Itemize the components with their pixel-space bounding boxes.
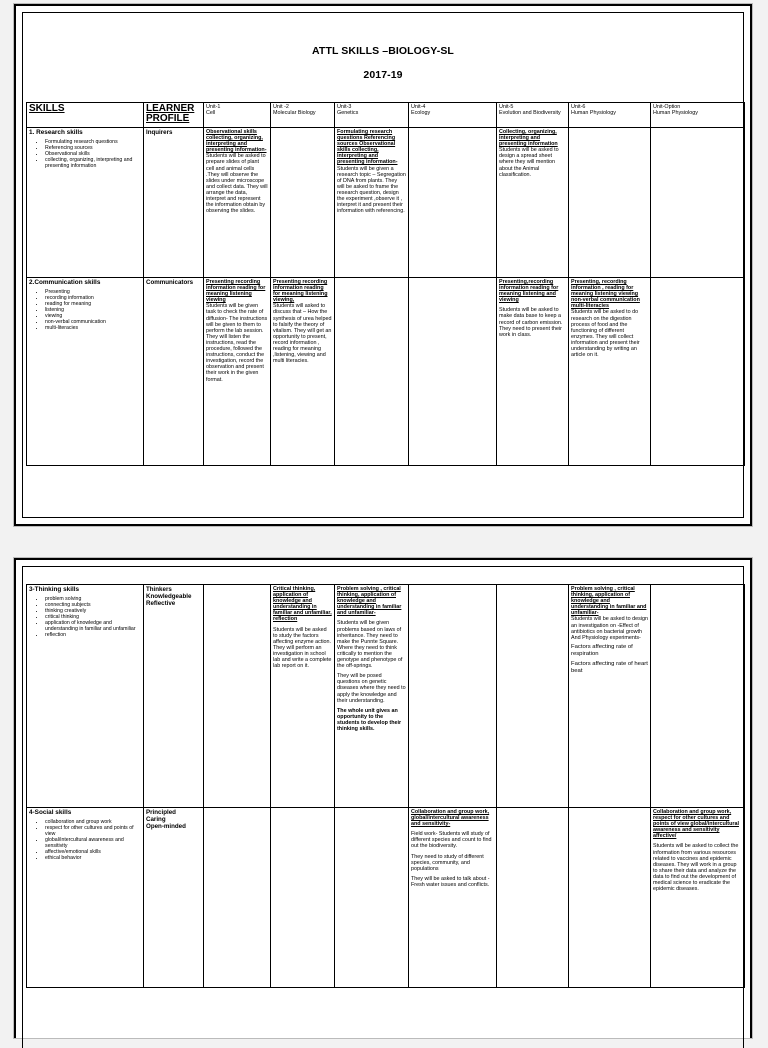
row-research-skills <box>27 128 745 278</box>
list-item: • global/intercultural awareness and sensitivity <box>45 838 141 850</box>
header-unit-5: Unit-5 Evolution and Biodiversity <box>497 103 569 128</box>
list-item: • critical thinking <box>45 615 141 621</box>
skill-cell: 3-Thinking skills • problem solving • connecting subjects • thinking creatively • critical thinking • application of knowledge and understanding in familiar and unfamiliar • reflection <box>27 585 144 808</box>
unit-option-cell: Collaboration and group work, respect for other cultures and points of view global/intercultural awareness and sensitivity affective/ Students will be asked to collect the information from various resources related to vaccines and epidemic diseases. They will work in a group to share their data and analyze the data to find out the development of medical science to eradicate the epidemic diseases. <box>651 808 745 988</box>
list-item: • recording information <box>45 296 141 302</box>
list-item: • Formulating research questions <box>45 140 141 146</box>
list-item: • connecting subjects <box>45 603 141 609</box>
unit-1-cell: Observational skills collecting, organizing, interpreting and presenting information-Students will be asked to prepare slides of plant cell and animal cells .They will observe the slides under microscope and collect data. They will arrange the data, interpret and represent the information obtain by observing the slides. <box>204 128 271 278</box>
header-unit-1: Unit-1 Cell <box>204 103 271 128</box>
unit-3-cell: Formulating research questions Referencing sources Observational skills collecting, interpreting and presenting information-Students will be given a research topic – Segregation of DNA from plants. They will be asked to frame the research question, design the experiment ,observe it , interpret it and present their information with referencing. <box>335 128 409 278</box>
row-social-skills <box>27 808 745 988</box>
unit-6-cell <box>569 808 651 988</box>
unit-option-cell <box>651 128 745 278</box>
unit-6-cell: Problem solving , critical thinking, application of knowledge and understanding in familiar and unfamiliar- Students will be asked to design an investigation on -Effect of antibiotics on bacterial growth And Physiology experiments- Factors affecting rate of respiration Factors affecting rate of heart beat <box>569 585 651 808</box>
list-item: • Observational skills <box>45 152 141 158</box>
list-item: • reflection <box>45 633 141 639</box>
skills-table-part-2 <box>26 584 745 988</box>
list-item: • collaboration and group work <box>45 820 141 826</box>
header-unit-2: Unit -2 Molecular Biology <box>271 103 335 128</box>
table-header-row <box>27 103 745 128</box>
header-unit-4: Unit-4 Ecology <box>409 103 497 128</box>
unit-3-cell <box>335 278 409 466</box>
header-unit-3: Unit-3 Genetics <box>335 103 409 128</box>
header-unit-6: Unit-6 Human Physiology <box>569 103 651 128</box>
unit-2-cell <box>271 128 335 278</box>
unit-2-cell <box>271 808 335 988</box>
unit-1-cell: Presenting recording information reading for meaning listening viewing Students will be given task to check the rate of diffusion- The instructions will be given to them to perform the lab session. They will listen the instructions, read the procedure, followed the instructions, conduct the investigation, record the observation and present their work in the given format. <box>204 278 271 466</box>
document-page-1 <box>14 4 752 526</box>
skill-cell: 4-Social skills • collaboration and group work • respect for other cultures and points of view • global/intercultural awareness and sensitivity • affective/emotional skills • ethical behavior <box>27 808 144 988</box>
list-item: • listening <box>45 308 141 314</box>
header-skills: SKILLS <box>27 103 144 128</box>
header-unit-option: Unit-Option Human Physiology <box>651 103 745 128</box>
skill-cell: 2.Communication skills • Presenting • recording information • reading for meaning • listening • viewing • non-verbal communication • multi-literacies <box>27 278 144 466</box>
skills-table-part-1 <box>26 102 745 466</box>
list-item: • application of knowledge and understanding in familiar and unfamiliar <box>45 621 141 633</box>
unit-4-cell: Collaboration and group work, global/intercultural awareness and sensitivity- Field work- Students will study of different species and count to find out the biodiversity. They need to study of different species, community, and populations They will be asked to talk about -Fresh water issues and conflicts. <box>409 808 497 988</box>
unit-5-cell: Collecting, organizing, interpreting and presenting information Students will be asked to design a spread sheet where they will mention about the Animal classification. <box>497 128 569 278</box>
list-item: • problem solving <box>45 597 141 603</box>
list-item: • non-verbal communication <box>45 320 141 326</box>
unit-4-cell <box>409 585 497 808</box>
unit-3-cell <box>335 808 409 988</box>
skill-cell: 1. Research skills • Formulating research questions • Referencing sources • Observational skills • collecting, organizing, interpreting and presenting information <box>27 128 144 278</box>
list-item: • thinking creatively <box>45 609 141 615</box>
unit-6-cell <box>569 128 651 278</box>
header-learner-profile: LEARNER PROFILE <box>144 103 204 128</box>
learner-profile-cell: Communicators <box>144 278 204 466</box>
row-communication-skills <box>27 278 745 466</box>
document-title: ATTL SKILLS –BIOLOGY-SL <box>312 45 454 57</box>
unit-6-cell: Presenting, recording information , reading for meaning listening viewing non-verbal communication multi-literacies Students will be asked to do research on the digestion process of food and the functioning of different enzymes. They will collect information and present their understanding by writing an article on it. <box>569 278 651 466</box>
unit-4-cell <box>409 128 497 278</box>
unit-5-cell: Presenting,recording information reading for meaning listening and viewing Students will be asked to make data base to keep a record of carbon emission. They need to present their work in class. <box>497 278 569 466</box>
list-item: • respect for other cultures and points of view <box>45 826 141 838</box>
unit-4-cell <box>409 278 497 466</box>
document-year: 2017-19 <box>363 69 403 81</box>
unit-5-cell <box>497 808 569 988</box>
learner-profile-cell: Principled Caring Open-minded <box>144 808 204 988</box>
unit-2-cell: Critical thinking, application of knowledge and understanding in familiar and unfamiliar, reflection Students will be asked to study the factors affecting enzyme action. They will perform an investigation in school lab and write a complete lab report on it. <box>271 585 335 808</box>
list-item: • multi-literacies <box>45 326 141 332</box>
list-item: • viewing <box>45 314 141 320</box>
list-item: • collecting, organizing, interpreting and presenting information <box>45 158 141 170</box>
unit-1-cell <box>204 808 271 988</box>
unit-option-cell <box>651 585 745 808</box>
unit-option-cell <box>651 278 745 466</box>
learner-profile-cell: Thinkers Knowledgeable Reflective <box>144 585 204 808</box>
list-item: • reading for meaning <box>45 302 141 308</box>
document-page-2 <box>14 558 752 1038</box>
list-item: • affective/emotional skills <box>45 850 141 856</box>
list-item: • ethical behavior <box>45 856 141 862</box>
unit-1-cell <box>204 585 271 808</box>
list-item: • Referencing sources <box>45 146 141 152</box>
row-thinking-skills <box>27 585 745 808</box>
learner-profile-cell: Inquirers <box>144 128 204 278</box>
unit-3-cell: Problem solving , critical thinking, application of knowledge and understanding in familiar and unfamiliar- Students will be given problems based on laws of inheritance. They need to make the Punnte Square. Where they need to think critically to mention the genotype and phenotype of the off-springs. They will be posed questions on genetic diseases where they need to apply the knowledge and their understanding. The whole unit gives an opportunity to the students to develop their thinking skills. <box>335 585 409 808</box>
unit-2-cell: Presenting recording information reading for meaning listening viewing, Students will asked to discuss that – How the synthesis of urea helped to falsify the theory of vitalism. They will get an opportunity to present, record information , reading for meaning ,listening, viewing and multi literacies. <box>271 278 335 466</box>
unit-5-cell <box>497 585 569 808</box>
list-item: • Presenting <box>45 290 141 296</box>
